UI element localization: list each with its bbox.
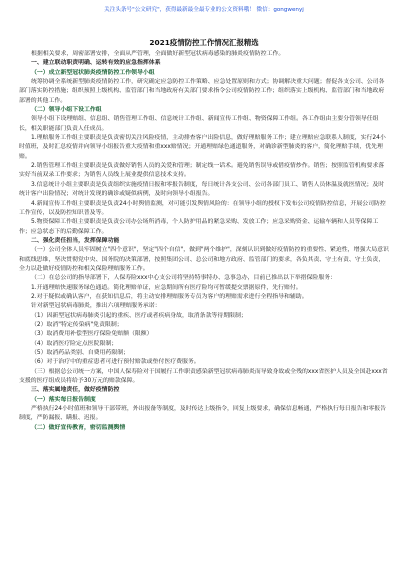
- section-heading: 一、建立联动职责明确、运转有效的应急指挥体系: [31, 60, 161, 67]
- paragraph: 2.销售管理工作组主要职责是负责做好销售人员的关爱和管理；制定线一话术。避免销售误导或借疫情炒作。销售；按照监管机构要求落实好当前双录工作要求；为销售人员线上展业提供信息技术支持。: [19, 163, 385, 179]
- paragraph: （三）根据总公司统一方案，中国人保寿险对于国履行工作职责感染新型冠状病毒肺炎而导致身故或全残的xxx省医护人员及全国赴xxx省支援的医疗组成员将给予30万元的赔款保障。: [19, 368, 388, 385]
- document-body: [19, 50, 389, 433]
- subsection-heading: （一）落实每日报告制度: [31, 396, 96, 403]
- paragraph: 1.开通理赔快速服务绿色通道。简化理赔单证，应急期间所有医疗险均可暂缓提交票据原件，先行赔付。: [31, 284, 302, 291]
- paragraph: 严格执行24小时值班和领导干部带班，外出报备等制度，及时传达上级指令，回复上级要求，确保信息畅通，严格执行每日报告和零报告制度，严防漏报、瞒报、迟报。: [19, 406, 387, 422]
- paragraph: 1.理赔服务工作组主要职责是负责密切关注风险疫情，主动排查客户出险信息，做好理赔服务工作；建立理赔应急联系人制度，实行24小时值班，及时汇总疫情并向领导小组报告重大疫情和重xxx赔情况；开通理赔绿色通道服务，对确诊新型肺炎的客户，简化理赔手续，优先理赔。: [19, 135, 386, 160]
- paragraph: （6）对于治疗中的重症患者可进行预付赔款或垫付医疗费服务。: [31, 359, 200, 366]
- paragraph: （二）在总公司的指导部署下，人保寿险xxx中心支公司将坚持特事特办、急事急办，目前已推出以下举措保险服务：: [31, 275, 336, 282]
- paragraph: 4.新闻宣传工作组主要职责是负责24小时舆情监测，对可能引发舆情风险的：在领导小组的授权下发布公司疫情防控信息，开展公司防控工作宣传，以及防控知识普及等。: [19, 200, 386, 216]
- subsection-heading: （二）领导小组下设工作组: [31, 107, 102, 114]
- paragraph: （一）公司全体人员牢固树立"四个意识"，坚定"四个自信"，做到"两个维护"，深刻认识到做好疫情防控的重要性、紧迫性，增强大局意识和底线思维，坚决贯彻党中央、国务院的决策部署，按照集团公司、总公司和地方政府、监管部门的要求，各负其责、守土有责、守土负责，全力以赴做好疫情防控和相关保险理赔服务工作。: [19, 247, 389, 272]
- paragraph: （5）取消药品类别、自费用药限制；: [31, 350, 129, 356]
- paragraph: （4）取消医疗险定点医院限制；: [31, 340, 118, 347]
- section-heading: 三、落实属地责任，做好疫情防控: [31, 387, 120, 394]
- paragraph: 领导小组下设理赔组、信息组、销售管理工作组、信息统计工作组、新闻宣传工作组、物资保障工作组。各工作组由主要分管领导任组长，相关职能部门负责人任成员。: [19, 116, 379, 132]
- subsection-heading: （二）做好宣传教育，密切监测舆情: [31, 424, 126, 431]
- paragraph: 5.物资保障工作组主要职责是负责公司办公场所消毒，个人防护用品的紧急采购、发放工作；应急采购资金、运输车辆和人员等保障工作；应急状态下的后勤保障工作。: [19, 219, 379, 235]
- paragraph: 统筹协调全系统新型肺炎疫情防控工作，研究确定应急防控工作策略、应急处置原则和方式；协调解决重大问题；督促各支公司、公司各部门落实防控措施；组织预照上级机构、监管部门和当地政府有关部门要求指令公司疫情防控工作；组织落实上级机构、监管部门和当地政府部署的其他工作。: [19, 79, 385, 104]
- section-heading: 二、强化责任担当，发挥保障功能: [31, 237, 120, 244]
- paragraph: （2）取消"特定传染病"免责限制；: [31, 321, 123, 328]
- paragraph: （3）取消费用补偿型医疗保险免赔额（限额）: [31, 331, 153, 338]
- paragraph: 2.对于疑似或确认客户，在获知信息后，将主动安排理赔服务专员为客户的理赔需求进行全程指导和辅助。: [31, 293, 308, 300]
- document-title: 2021疫情防控工作情况汇报精选: [149, 38, 259, 47]
- paragraph: 根据相关要求，周密部署安排，全面从严管理，全面做好新型冠状病毒感染的肺炎疫情防控工作。: [31, 51, 285, 57]
- paragraph: 3.信息统计小组主要职责是负责组织实施疫情日报和零报告制度，每日统计各支公司、公司各部门员工、销售人员体温及就医情况；及时统计客户出险情况；对统计发现的确诊或疑似病例，及时向领导小组报告。: [19, 181, 385, 198]
- subsection-heading: （一）成立新型冠状肺炎疫情防控工作领导小组: [31, 69, 155, 76]
- promo-banner: 关注头条号"公文研究"，获得最新最全最专业的公文资料哦！ 微信：gongwenyj: [104, 7, 304, 13]
- paragraph: （1）因新型冠状病毒肺炎引起的重疾、医疗或者疾病身故，取消条款等待期限制；: [31, 312, 247, 319]
- paragraph: 针对新型冠状病毒肺炎，推出六项理赔服务承诺：: [31, 303, 161, 310]
